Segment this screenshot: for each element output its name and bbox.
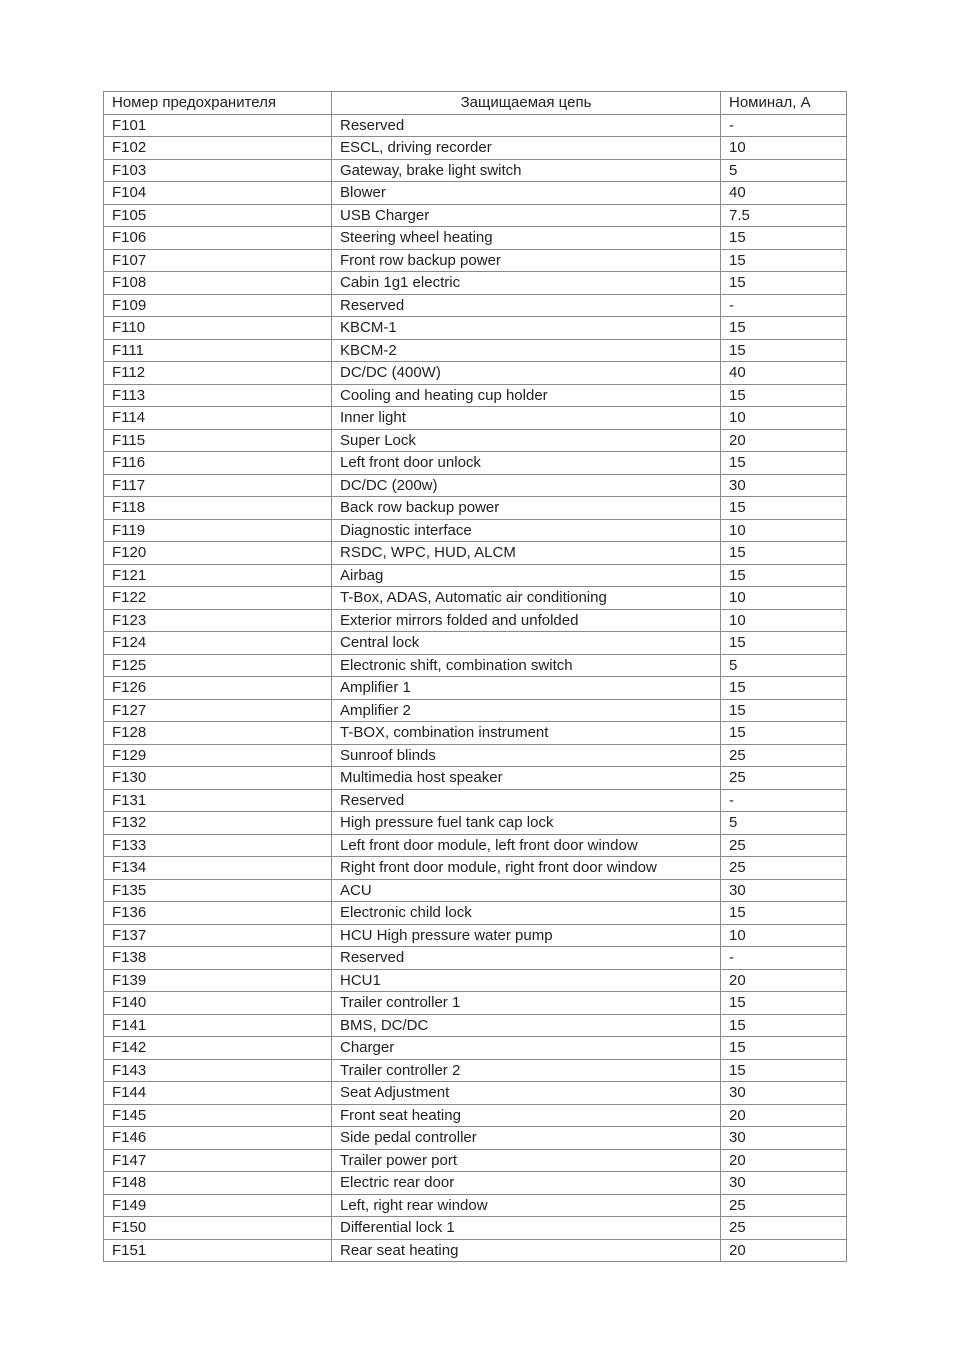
rating-cell: 5 bbox=[721, 159, 847, 182]
fuse-number-cell: F107 bbox=[104, 249, 332, 272]
circuit-cell: Multimedia host speaker bbox=[332, 767, 721, 790]
circuit-cell: DC/DC (200w) bbox=[332, 474, 721, 497]
fuse-number-cell: F106 bbox=[104, 227, 332, 250]
table-row bbox=[104, 497, 847, 520]
circuit-cell: DC/DC (400W) bbox=[332, 362, 721, 385]
circuit-cell: T-BOX, combination instrument bbox=[332, 722, 721, 745]
fuse-number-cell: F125 bbox=[104, 654, 332, 677]
fuse-number-cell: F115 bbox=[104, 429, 332, 452]
table-row bbox=[104, 947, 847, 970]
circuit-cell: Blower bbox=[332, 182, 721, 205]
circuit-cell: Steering wheel heating bbox=[332, 227, 721, 250]
circuit-cell: Left front door module, left front door window bbox=[332, 834, 721, 857]
rating-cell: 25 bbox=[721, 744, 847, 767]
circuit-cell: Cooling and heating cup holder bbox=[332, 384, 721, 407]
fuse-table bbox=[103, 91, 847, 1262]
fuse-number-cell: F121 bbox=[104, 564, 332, 587]
table-row bbox=[104, 407, 847, 430]
rating-cell: 10 bbox=[721, 587, 847, 610]
table-body bbox=[104, 114, 847, 1262]
table-row bbox=[104, 429, 847, 452]
table-row bbox=[104, 834, 847, 857]
fuse-number-cell: F142 bbox=[104, 1037, 332, 1060]
table-row bbox=[104, 1037, 847, 1060]
circuit-cell: BMS, DC/DC bbox=[332, 1014, 721, 1037]
table-row bbox=[104, 902, 847, 925]
rating-cell: 15 bbox=[721, 722, 847, 745]
rating-cell: 25 bbox=[721, 857, 847, 880]
table-header-row bbox=[104, 92, 847, 115]
fuse-number-cell: F116 bbox=[104, 452, 332, 475]
rating-cell: 15 bbox=[721, 452, 847, 475]
fuse-number-cell: F127 bbox=[104, 699, 332, 722]
table-row bbox=[104, 1217, 847, 1240]
fuse-number-cell: F105 bbox=[104, 204, 332, 227]
circuit-cell: HCU High pressure water pump bbox=[332, 924, 721, 947]
circuit-cell: Back row backup power bbox=[332, 497, 721, 520]
table-row bbox=[104, 1239, 847, 1262]
rating-cell: 5 bbox=[721, 812, 847, 835]
circuit-cell: Rear seat heating bbox=[332, 1239, 721, 1262]
table-row bbox=[104, 339, 847, 362]
rating-cell: 15 bbox=[721, 677, 847, 700]
table-row bbox=[104, 249, 847, 272]
rating-cell: - bbox=[721, 114, 847, 137]
fuse-number-cell: F139 bbox=[104, 969, 332, 992]
fuse-number-cell: F123 bbox=[104, 609, 332, 632]
table-row bbox=[104, 744, 847, 767]
table-row bbox=[104, 114, 847, 137]
rating-cell: 15 bbox=[721, 384, 847, 407]
fuse-number-cell: F119 bbox=[104, 519, 332, 542]
fuse-number-cell: F117 bbox=[104, 474, 332, 497]
circuit-cell: ACU bbox=[332, 879, 721, 902]
fuse-number-cell: F111 bbox=[104, 339, 332, 362]
table-row bbox=[104, 587, 847, 610]
rating-cell: - bbox=[721, 947, 847, 970]
fuse-number-cell: F144 bbox=[104, 1082, 332, 1105]
table-row bbox=[104, 722, 847, 745]
rating-cell: 25 bbox=[721, 1194, 847, 1217]
table-row bbox=[104, 1014, 847, 1037]
circuit-cell: Electronic shift, combination switch bbox=[332, 654, 721, 677]
circuit-cell: USB Charger bbox=[332, 204, 721, 227]
table-row bbox=[104, 924, 847, 947]
rating-cell: 10 bbox=[721, 519, 847, 542]
fuse-number-cell: F145 bbox=[104, 1104, 332, 1127]
fuse-number-cell: F146 bbox=[104, 1127, 332, 1150]
rating-cell: 30 bbox=[721, 1172, 847, 1195]
fuse-number-cell: F138 bbox=[104, 947, 332, 970]
circuit-cell: T-Box, ADAS, Automatic air conditioning bbox=[332, 587, 721, 610]
circuit-cell: Left front door unlock bbox=[332, 452, 721, 475]
circuit-cell: Electric rear door bbox=[332, 1172, 721, 1195]
rating-cell: 10 bbox=[721, 924, 847, 947]
rating-cell: 10 bbox=[721, 407, 847, 430]
rating-cell: 15 bbox=[721, 1059, 847, 1082]
fuse-number-cell: F129 bbox=[104, 744, 332, 767]
rating-cell: 7.5 bbox=[721, 204, 847, 227]
rating-cell: 15 bbox=[721, 699, 847, 722]
table-row bbox=[104, 1149, 847, 1172]
rating-cell: 20 bbox=[721, 1239, 847, 1262]
fuse-number-cell: F114 bbox=[104, 407, 332, 430]
table-row bbox=[104, 1127, 847, 1150]
rating-cell: 15 bbox=[721, 497, 847, 520]
fuse-number-cell: F143 bbox=[104, 1059, 332, 1082]
rating-cell: 30 bbox=[721, 1082, 847, 1105]
rating-cell: 15 bbox=[721, 542, 847, 565]
fuse-number-cell: F122 bbox=[104, 587, 332, 610]
circuit-cell: Cabin 1g1 electric bbox=[332, 272, 721, 295]
fuse-number-cell: F134 bbox=[104, 857, 332, 880]
table-row bbox=[104, 182, 847, 205]
rating-cell: 15 bbox=[721, 564, 847, 587]
rating-cell: - bbox=[721, 789, 847, 812]
circuit-cell: Front row backup power bbox=[332, 249, 721, 272]
table-row bbox=[104, 137, 847, 160]
fuse-number-cell: F126 bbox=[104, 677, 332, 700]
table-row bbox=[104, 969, 847, 992]
table-row bbox=[104, 294, 847, 317]
rating-cell: 15 bbox=[721, 272, 847, 295]
fuse-number-cell: F110 bbox=[104, 317, 332, 340]
header-protected-circuit: Защищаемая цепь bbox=[332, 92, 721, 115]
rating-cell: 20 bbox=[721, 969, 847, 992]
fuse-number-cell: F120 bbox=[104, 542, 332, 565]
table-row bbox=[104, 519, 847, 542]
circuit-cell: Airbag bbox=[332, 564, 721, 587]
circuit-cell: Right front door module, right front door window bbox=[332, 857, 721, 880]
table-row bbox=[104, 362, 847, 385]
table-row bbox=[104, 474, 847, 497]
fuse-number-cell: F128 bbox=[104, 722, 332, 745]
table-row bbox=[104, 789, 847, 812]
fuse-number-cell: F132 bbox=[104, 812, 332, 835]
table-row bbox=[104, 1059, 847, 1082]
circuit-cell: KBCM-2 bbox=[332, 339, 721, 362]
fuse-number-cell: F112 bbox=[104, 362, 332, 385]
table-row bbox=[104, 159, 847, 182]
rating-cell: 25 bbox=[721, 767, 847, 790]
rating-cell: 15 bbox=[721, 339, 847, 362]
rating-cell: 15 bbox=[721, 249, 847, 272]
rating-cell: 15 bbox=[721, 317, 847, 340]
circuit-cell: Diagnostic interface bbox=[332, 519, 721, 542]
rating-cell: 25 bbox=[721, 1217, 847, 1240]
fuse-number-cell: F133 bbox=[104, 834, 332, 857]
rating-cell: 15 bbox=[721, 992, 847, 1015]
table-row bbox=[104, 654, 847, 677]
circuit-cell: Reserved bbox=[332, 947, 721, 970]
rating-cell: - bbox=[721, 294, 847, 317]
fuse-number-cell: F109 bbox=[104, 294, 332, 317]
circuit-cell: High pressure fuel tank cap lock bbox=[332, 812, 721, 835]
circuit-cell: Reserved bbox=[332, 294, 721, 317]
circuit-cell: Gateway, brake light switch bbox=[332, 159, 721, 182]
circuit-cell: KBCM-1 bbox=[332, 317, 721, 340]
table-row bbox=[104, 564, 847, 587]
circuit-cell: RSDC, WPC, HUD, ALCM bbox=[332, 542, 721, 565]
rating-cell: 20 bbox=[721, 429, 847, 452]
circuit-cell: Central lock bbox=[332, 632, 721, 655]
table-row bbox=[104, 227, 847, 250]
fuse-number-cell: F149 bbox=[104, 1194, 332, 1217]
circuit-cell: Exterior mirrors folded and unfolded bbox=[332, 609, 721, 632]
rating-cell: 15 bbox=[721, 632, 847, 655]
fuse-number-cell: F108 bbox=[104, 272, 332, 295]
circuit-cell: Electronic child lock bbox=[332, 902, 721, 925]
table-row bbox=[104, 879, 847, 902]
rating-cell: 10 bbox=[721, 137, 847, 160]
table-row bbox=[104, 317, 847, 340]
fuse-number-cell: F113 bbox=[104, 384, 332, 407]
circuit-cell: ESCL, driving recorder bbox=[332, 137, 721, 160]
circuit-cell: Side pedal controller bbox=[332, 1127, 721, 1150]
table-row bbox=[104, 272, 847, 295]
circuit-cell: Super Lock bbox=[332, 429, 721, 452]
table-row bbox=[104, 609, 847, 632]
circuit-cell: Trailer controller 2 bbox=[332, 1059, 721, 1082]
circuit-cell: HCU1 bbox=[332, 969, 721, 992]
table-row bbox=[104, 812, 847, 835]
table-row bbox=[104, 632, 847, 655]
fuse-number-cell: F131 bbox=[104, 789, 332, 812]
rating-cell: 10 bbox=[721, 609, 847, 632]
circuit-cell: Amplifier 1 bbox=[332, 677, 721, 700]
fuse-number-cell: F136 bbox=[104, 902, 332, 925]
rating-cell: 15 bbox=[721, 902, 847, 925]
fuse-number-cell: F102 bbox=[104, 137, 332, 160]
table-row bbox=[104, 204, 847, 227]
circuit-cell: Differential lock 1 bbox=[332, 1217, 721, 1240]
rating-cell: 15 bbox=[721, 1037, 847, 1060]
table-row bbox=[104, 1082, 847, 1105]
fuse-number-cell: F124 bbox=[104, 632, 332, 655]
table-row bbox=[104, 1104, 847, 1127]
fuse-number-cell: F103 bbox=[104, 159, 332, 182]
fuse-number-cell: F104 bbox=[104, 182, 332, 205]
circuit-cell: Seat Adjustment bbox=[332, 1082, 721, 1105]
table-row bbox=[104, 542, 847, 565]
fuse-number-cell: F130 bbox=[104, 767, 332, 790]
rating-cell: 5 bbox=[721, 654, 847, 677]
rating-cell: 20 bbox=[721, 1104, 847, 1127]
rating-cell: 40 bbox=[721, 182, 847, 205]
circuit-cell: Reserved bbox=[332, 789, 721, 812]
circuit-cell: Trailer controller 1 bbox=[332, 992, 721, 1015]
fuse-number-cell: F135 bbox=[104, 879, 332, 902]
circuit-cell: Trailer power port bbox=[332, 1149, 721, 1172]
rating-cell: 30 bbox=[721, 879, 847, 902]
circuit-cell: Front seat heating bbox=[332, 1104, 721, 1127]
fuse-number-cell: F140 bbox=[104, 992, 332, 1015]
fuse-number-cell: F147 bbox=[104, 1149, 332, 1172]
circuit-cell: Reserved bbox=[332, 114, 721, 137]
fuse-number-cell: F141 bbox=[104, 1014, 332, 1037]
header-rating: Номинал, А bbox=[721, 92, 847, 115]
table-row bbox=[104, 452, 847, 475]
table-row bbox=[104, 1172, 847, 1195]
fuse-number-cell: F118 bbox=[104, 497, 332, 520]
rating-cell: 15 bbox=[721, 227, 847, 250]
table-row bbox=[104, 767, 847, 790]
fuse-number-cell: F137 bbox=[104, 924, 332, 947]
rating-cell: 30 bbox=[721, 1127, 847, 1150]
fuse-number-cell: F101 bbox=[104, 114, 332, 137]
rating-cell: 20 bbox=[721, 1149, 847, 1172]
table-row bbox=[104, 699, 847, 722]
table-row bbox=[104, 677, 847, 700]
circuit-cell: Charger bbox=[332, 1037, 721, 1060]
circuit-cell: Left, right rear window bbox=[332, 1194, 721, 1217]
rating-cell: 15 bbox=[721, 1014, 847, 1037]
rating-cell: 30 bbox=[721, 474, 847, 497]
table-row bbox=[104, 384, 847, 407]
table-row bbox=[104, 1194, 847, 1217]
rating-cell: 40 bbox=[721, 362, 847, 385]
rating-cell: 25 bbox=[721, 834, 847, 857]
circuit-cell: Inner light bbox=[332, 407, 721, 430]
fuse-number-cell: F150 bbox=[104, 1217, 332, 1240]
table-row bbox=[104, 857, 847, 880]
circuit-cell: Sunroof blinds bbox=[332, 744, 721, 767]
table-row bbox=[104, 992, 847, 1015]
circuit-cell: Amplifier 2 bbox=[332, 699, 721, 722]
header-fuse-number: Номер предохранителя bbox=[104, 92, 332, 115]
fuse-number-cell: F151 bbox=[104, 1239, 332, 1262]
fuse-number-cell: F148 bbox=[104, 1172, 332, 1195]
